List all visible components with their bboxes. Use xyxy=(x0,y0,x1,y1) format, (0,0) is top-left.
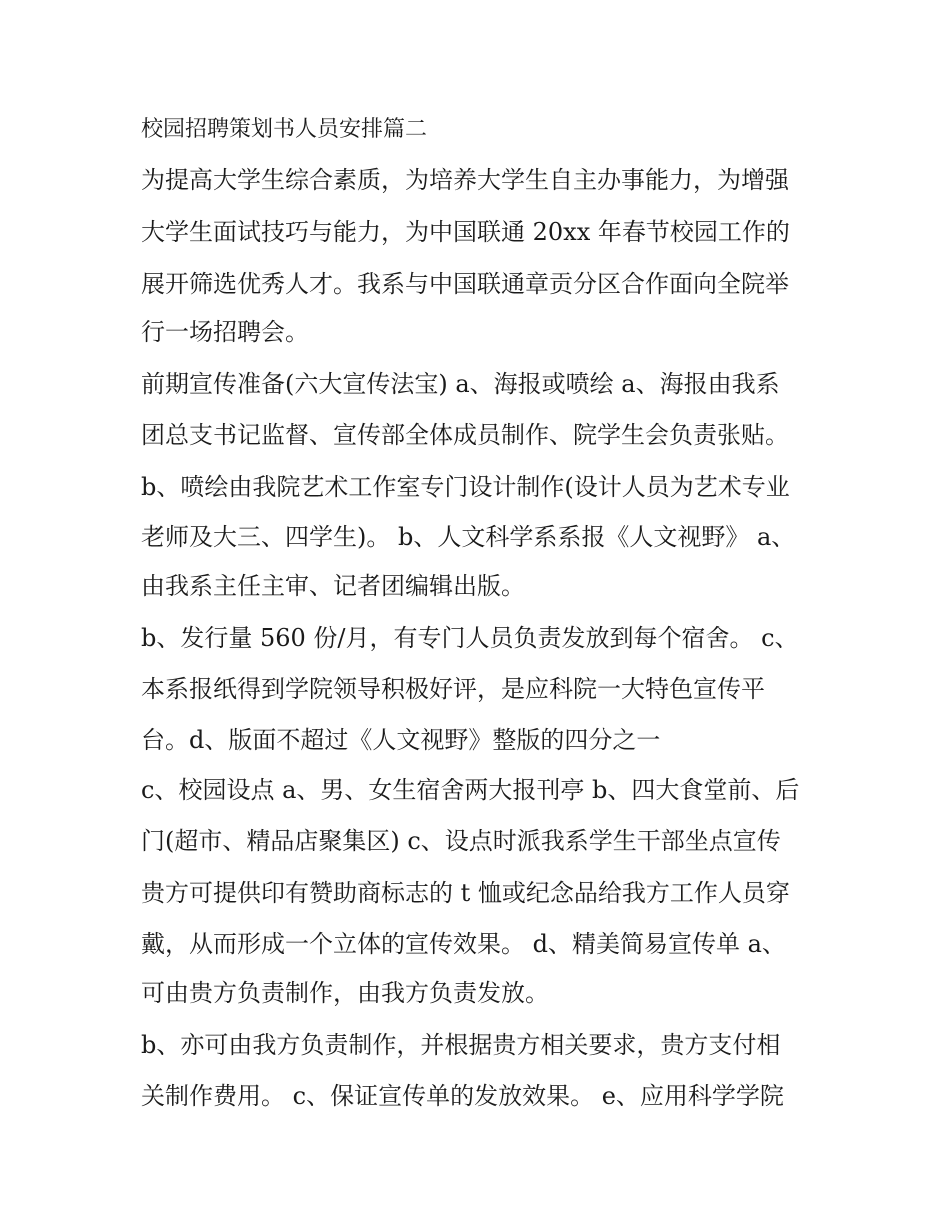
paragraph-line: 为提高大学生综合素质，为培养大学生自主办事能力，为增强 xyxy=(141,166,789,194)
paragraph-line: 贵方可提供印有赞助商标志的 t 恤或纪念品给我方工作人员穿 xyxy=(141,879,790,907)
paragraph-line: 戴，从而形成一个立体的宣传效果。 d、精美简易宣传单 a、 xyxy=(141,930,786,958)
paragraph-line: 关制作费用。 c、保证宣传单的发放效果。 e、应用科学学院 xyxy=(141,1082,784,1110)
paragraph-line: c、校园设点 a、男、女生宿舍两大报刊亭 b、四大食堂前、后 xyxy=(141,776,800,804)
paragraph-line: 行一场招聘会。 xyxy=(141,318,309,346)
paragraph-line: 由我系主任主审、记者团编辑出版。 xyxy=(141,572,525,600)
paragraph-line: 团总支书记监督、宣传部全体成员制作、院学生会负责张贴。 xyxy=(141,421,789,449)
paragraph-line: 前期宣传准备(六大宣传法宝) a、海报或喷绘 a、海报由我系 xyxy=(141,370,780,398)
paragraph-line: 展开筛选优秀人才。我系与中国联通章贡分区合作面向全院举 xyxy=(141,270,789,298)
paragraph-line: 可由贵方负责制作，由我方负责发放。 xyxy=(141,979,549,1007)
paragraph-line: b、发行量 560 份/月，有专门人员负责发放到每个宿舍。 c、 xyxy=(141,624,799,652)
paragraph-line: 大学生面试技巧与能力，为中国联通 20xx 年春节校园工作的 xyxy=(141,218,790,246)
document-title: 校园招聘策划书人员安排篇二 xyxy=(141,117,428,142)
paragraph-line: 本系报纸得到学院领导积极好评，是应科院一大特色宣传平 xyxy=(141,675,765,703)
paragraph-line: 门(超市、精品店聚集区) c、设点时派我系学生干部坐点宣传 xyxy=(141,827,781,855)
paragraph-line: b、喷绘由我院艺术工作室专门设计制作(设计人员为艺术专业 xyxy=(141,473,790,501)
paragraph-line: 老师及大三、四学生)。 b、人文科学系系报《人文视野》 a、 xyxy=(141,523,796,551)
paragraph-line: 台。d、版面不超过《人文视野》整版的四分之一 xyxy=(141,726,661,754)
paragraph-line: b、亦可由我方负责制作，并根据贵方相关要求，贵方支付相 xyxy=(141,1031,781,1059)
